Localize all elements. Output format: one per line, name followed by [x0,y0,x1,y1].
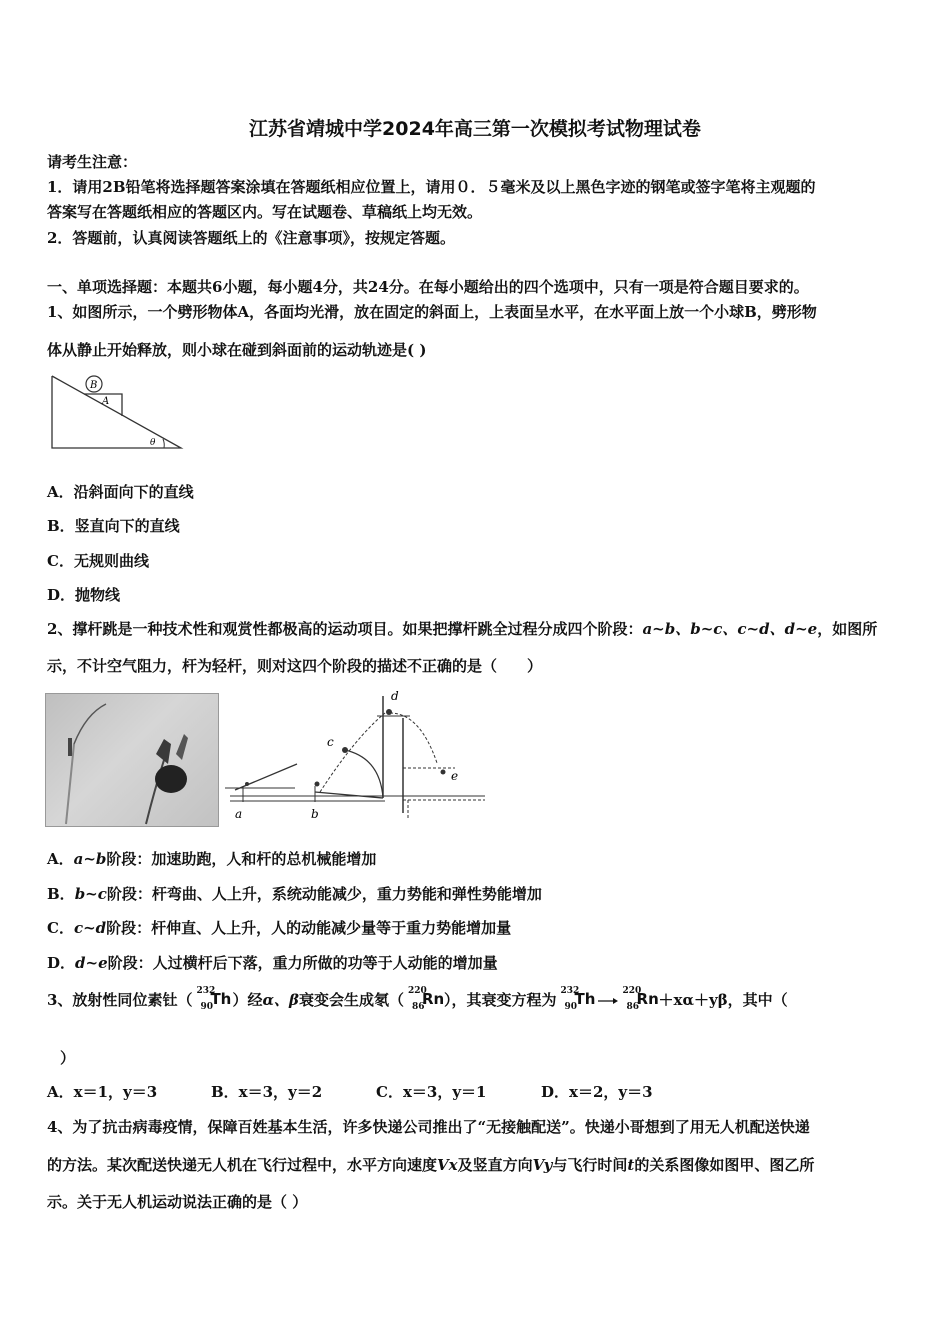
thorium-nuclide: 232 90 Th [560,986,596,1012]
notice-line: 答案写在答题纸相应的答题区内。写在试题卷、草稿纸上均无效。 [47,203,483,221]
page-title: 江苏省靖城中学2024年高三第一次模拟考试物理试卷 [249,118,701,140]
wedge-incline-figure [44,370,189,455]
question-3-close: ） [60,1049,76,1067]
label-a: a [235,807,243,821]
question-4-line: 4、为了抗击病毒疫情，保障百姓基本生活，许多快递公司推出了“无接触配送”。快递小哥想到了用无人机配送快递 [47,1118,810,1136]
option: B．x＝3，y＝2 [211,1083,323,1101]
ball-label: B [90,380,98,391]
option: B．b~c阶段：杆弯曲、人上升，系统动能减少，重力势能和弹性势能增加 [47,885,542,903]
question-4-line: 的方法。某次配送快递无人机在飞行过程中，水平方向速度Vx及竖直方向Vy与飞行时间t的关系图像如图甲、图乙所 [47,1156,815,1174]
wedge-label: A [102,396,110,407]
pole-vault-photo [45,693,219,827]
angle-label: θ [150,438,156,448]
option: C．x＝3，y＝1 [376,1083,487,1101]
thorium-nuclide: 232 90 Th [196,986,232,1012]
question-2-line: 2、撑杆跳是一种技术性和观赏性都极高的运动项目。如果把撑杆跳全过程分成四个阶段：a~b、b~c、c~d、d~e，如图所 [47,620,878,638]
option: A．沿斜面向下的直线 [47,483,194,501]
question-1-line: 1、如图所示，一个劈形物体A，各面均光滑，放在固定的斜面上，上表面呈水平，在水平面上放一个小球B，劈形物 [47,303,817,321]
option: A．x＝1，y＝3 [47,1083,158,1101]
label-d: d [391,689,399,703]
option: A．a~b阶段：加速助跑，人和杆的总机械能增加 [47,850,377,868]
option: C．c~d阶段：杆伸直、人上升，人的动能减少量等于重力势能增加量 [47,919,512,937]
stages-text: a~b、b~c、c~d、d~e [642,620,818,638]
option: D．d~e阶段：人过横杆后下落，重力所做的功等于人动能的增加量 [47,954,498,972]
option: D．x＝2，y＝3 [541,1083,653,1101]
arrow-icon [597,986,619,1016]
option: C．无规则曲线 [47,552,149,570]
radon-nuclide: 220 86 Rn [622,986,659,1012]
label-b: b [311,807,319,821]
question-3-line: 3、放射性同位素钍（ 232 90 Th ）经α、β衰变会生成氡（ 220 86 Rn ），其衰变方程为 232 90 Th 220 86 Rn ＋xα＋yβ，其中（ [47,985,788,1016]
question-2-line: 示，不计空气阻力，杆为轻杆，则对这四个阶段的描述不正确的是（ ） [47,657,543,675]
label-e: e [451,769,459,783]
pole-vault-diagram [225,688,495,823]
notice-line: 2．答题前，认真阅读答题纸上的《注意事项》，按规定答题。 [47,229,455,247]
option: B．竖直向下的直线 [47,517,180,535]
question-1-line: 体从静止开始释放，则小球在碰到斜面前的运动轨迹是( ) [47,341,427,359]
question-4-line: 示。关于无人机运动说法正确的是（ ） [47,1193,308,1211]
section-heading: 一、单项选择题：本题共6小题，每小题4分，共24分。在每小题给出的四个选项中，只有一项是符合题目要求的。 [47,278,809,296]
radon-nuclide: 220 86 Rn [408,986,445,1012]
label-c: c [327,735,334,749]
notice-heading: 请考生注意： [47,153,138,171]
option: D．抛物线 [47,586,121,604]
notice-line: 1．请用2B铅笔将选择题答案涂填在答题纸相应位置上，请用０．５毫米及以上黑色字迹的钢笔或签字笔将主观题的 [47,178,816,196]
